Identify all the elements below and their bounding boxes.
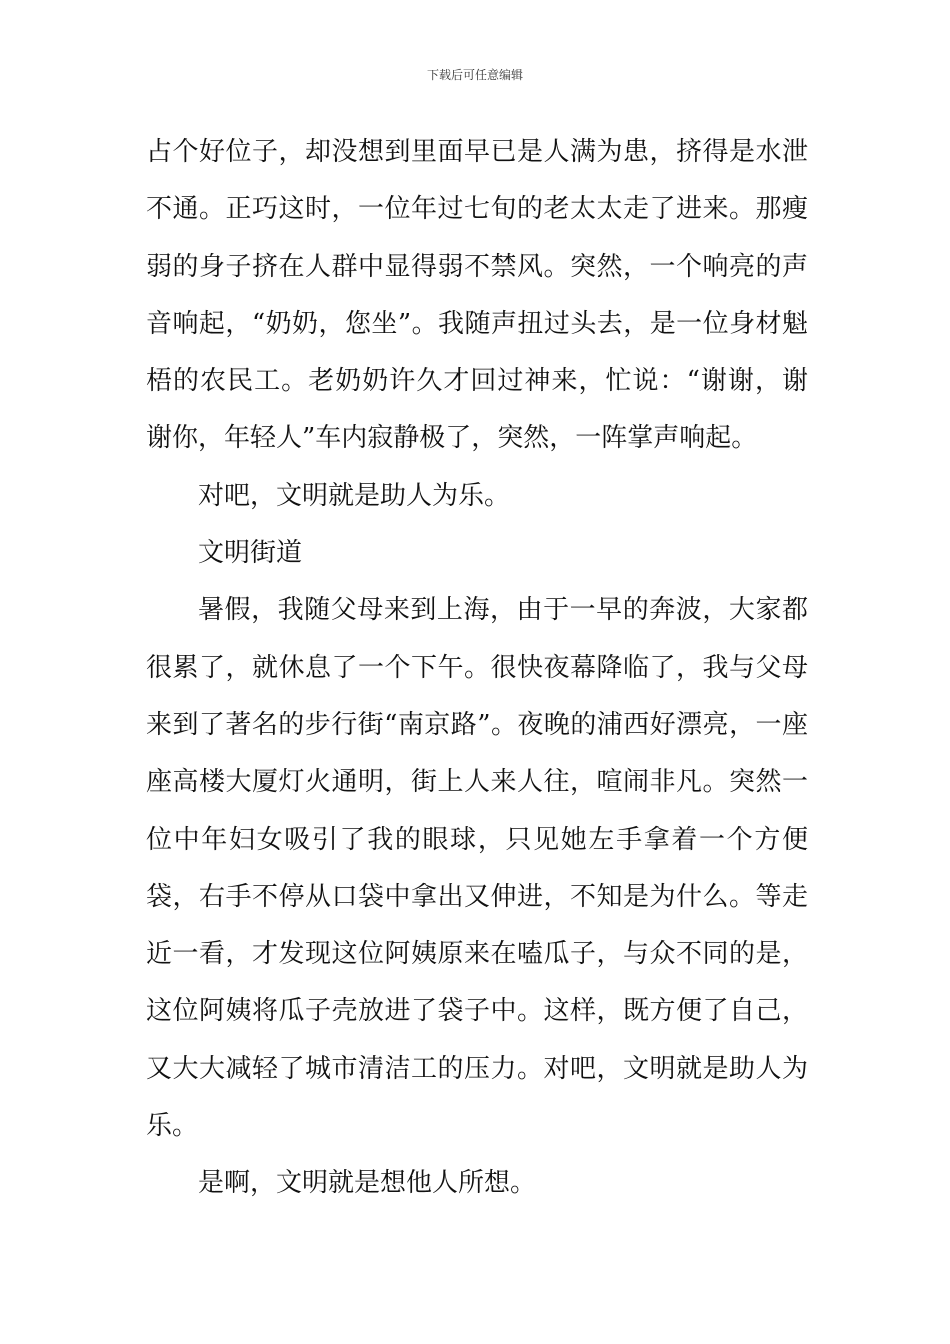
- paragraph-bus-story: 占个好位子，却没想到里面早已是人满为患，挤得是水泄不通。正巧这时，一位年过七旬的老太太走了进来。那瘦弱的身子挤在人群中显得弱不禁风。突然，一个响亮的声音响起，“奶奶，您坐”。我随声扭过头去，是一位身材魁梧的农民工。老奶奶许久才回过神来，忙说：“谢谢，谢谢你，年轻人”车内寂静极了，突然，一阵掌声响起。: [146, 137, 808, 454]
- section-title-civilized-street: 文明街道: [198, 538, 303, 569]
- page-header: 下载后可任意编辑: [426, 68, 523, 82]
- paragraph-conclusion-1: 对吧，文明就是助人为乐。: [198, 480, 511, 511]
- paragraph-conclusion-2: 是啊，文明就是想他人所想。: [198, 1168, 537, 1199]
- document-body: [146, 124, 808, 1213]
- paragraph-shanghai-story: 暑假，我随父母来到上海，由于一早的奔波，大家都很累了，就休息了一个下午。很快夜幕降临了，我与父母来到了著名的步行街“南京路”。夜晚的浦西好漂亮，一座座高楼大厦灯火通明，街上人来人往，喧闹非凡。突然一位中年妇女吸引了我的眼球，只见她左手拿着一个方便袋，右手不停从口袋中拿出又伸进，不知是为什么。等走近一看，才发现这位阿姨原来在嗑瓜子，与众不同的是，这位阿姨将瓜子壳放进了袋子中。这样，既方便了自己，又大大减轻了城市清洁工的压力。对吧，文明就是助人为乐。: [146, 595, 808, 1142]
